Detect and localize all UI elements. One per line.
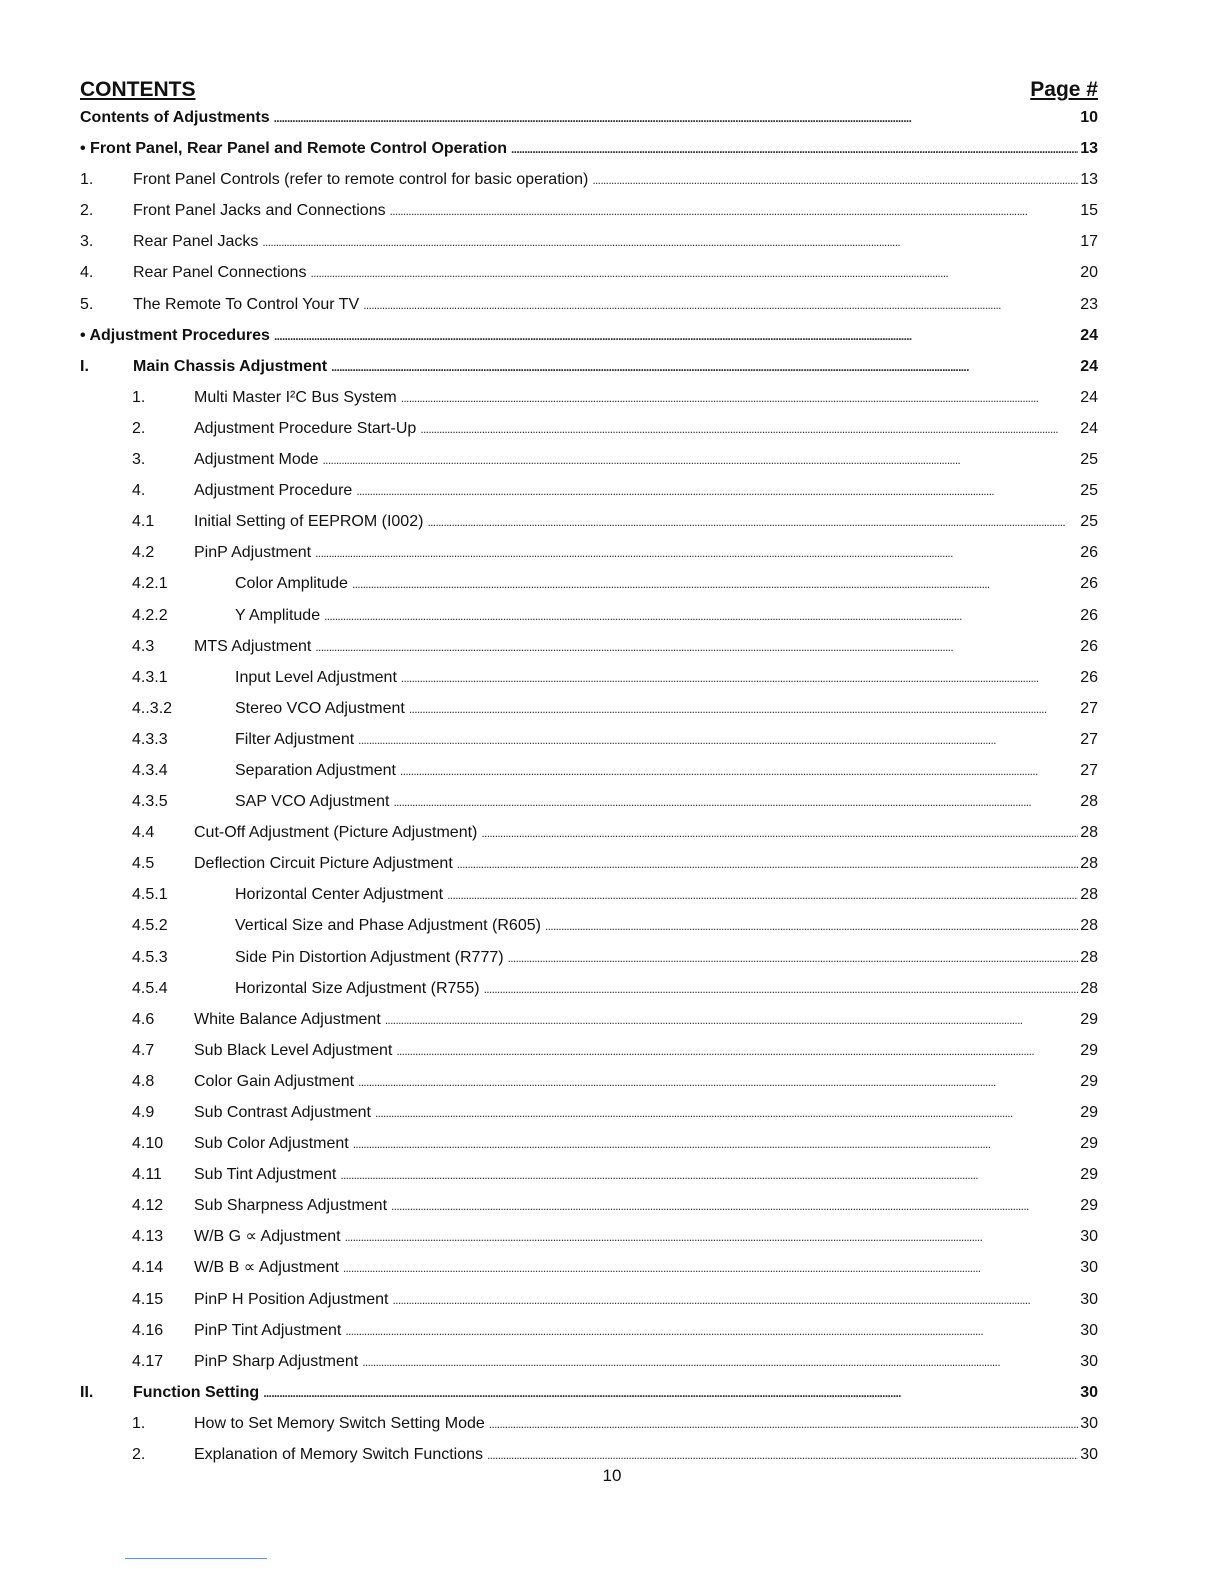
toc-entry-page: 29 [1080, 1072, 1098, 1090]
toc-entry-title: White Balance Adjustment [194, 1010, 381, 1028]
toc-entry [80, 693, 1098, 724]
toc-entry [80, 537, 1098, 568]
toc-entry-page: 15 [1080, 202, 1098, 220]
toc-entry-page: 25 [1080, 513, 1098, 531]
toc-entry-title: PinP H Position Adjustment [194, 1290, 389, 1308]
dot-leader [331, 351, 1078, 382]
toc-entry [80, 289, 1098, 320]
toc-entry-number: I. [80, 357, 89, 375]
toc-entry-title: Horizontal Size Adjustment (R755) [235, 979, 480, 997]
toc-entry-title: Multi Master I²C Bus System [194, 388, 397, 406]
toc-entry [80, 1190, 1098, 1221]
toc-entry-page: 27 [1080, 730, 1098, 748]
toc-entry [80, 786, 1098, 817]
contents-title: CONTENTS [80, 78, 196, 101]
toc-entry-number: 5. [80, 295, 94, 313]
toc-entry-title: Explanation of Memory Switch Functions [194, 1446, 484, 1464]
dot-leader [545, 910, 1078, 941]
toc-entry-number: 1. [132, 1414, 146, 1432]
toc-entry [80, 351, 1098, 382]
dot-leader [511, 133, 1078, 164]
toc-entry-number: 4.2.2 [132, 606, 168, 624]
dot-leader [274, 102, 1078, 133]
toc-entry-title: Rear Panel Jacks [133, 233, 259, 251]
toc-entry-title: Side Pin Distortion Adjustment (R777) [235, 948, 504, 966]
toc-entry [80, 568, 1098, 599]
toc-entry [80, 1066, 1098, 1097]
toc-entry-title: Sub Tint Adjustment [194, 1166, 337, 1184]
toc-entry [80, 413, 1098, 444]
toc-entry-title: Adjustment Procedure Start-Up [194, 419, 417, 437]
toc-entry-number: 4. [132, 482, 146, 500]
toc-entry-title: Initial Setting of EEPROM (I002) [194, 513, 424, 531]
dot-leader [592, 164, 1078, 195]
toc-entry [80, 817, 1098, 848]
dot-leader [489, 1408, 1078, 1439]
toc-entry-page: 23 [1080, 295, 1098, 313]
toc-entry [80, 1284, 1098, 1315]
toc-entry-page: 24 [1080, 419, 1098, 437]
toc-entry [80, 257, 1098, 288]
toc-entry-number: 4.2.1 [132, 575, 168, 593]
toc-entry-number: 4.17 [132, 1352, 164, 1370]
dot-leader [391, 1190, 1078, 1221]
contents-header [80, 72, 1098, 102]
dot-leader [345, 1315, 1078, 1346]
toc-entry [80, 1097, 1098, 1128]
toc-entry-page: 26 [1080, 668, 1098, 686]
dot-leader [385, 1004, 1078, 1035]
toc-entry-number: 1. [132, 388, 146, 406]
toc-entry [80, 164, 1098, 195]
toc-entry-title: Function Setting [133, 1383, 260, 1401]
dot-leader [274, 320, 1078, 351]
toc-entry [80, 600, 1098, 631]
dot-leader [427, 506, 1078, 537]
dot-leader [315, 537, 1078, 568]
toc-entry [80, 848, 1098, 879]
toc-entry [80, 910, 1098, 941]
toc-entry-title: PinP Adjustment [194, 544, 312, 562]
dot-leader [323, 444, 1078, 475]
toc-entry-number: 4.16 [132, 1321, 164, 1339]
dot-leader [343, 1252, 1078, 1283]
toc-entry-number: 4.5.1 [132, 886, 168, 904]
toc-entry-title: • Front Panel, Rear Panel and Remote Control Operation [80, 140, 507, 158]
toc-entry-number: 4.3.1 [132, 668, 168, 686]
toc-entry [80, 195, 1098, 226]
toc-entry [80, 226, 1098, 257]
toc-entry-title: Vertical Size and Phase Adjustment (R605) [235, 917, 541, 935]
dot-leader [508, 942, 1078, 973]
toc-entry-number: 4.3 [132, 637, 155, 655]
dot-leader [420, 413, 1078, 444]
toc-entry-number: 4.3.4 [132, 761, 168, 779]
toc-entry-number: 4.10 [132, 1135, 164, 1153]
toc-entry [80, 662, 1098, 693]
toc-entry-title: Filter Adjustment [235, 730, 355, 748]
dot-leader [263, 1377, 1078, 1408]
dot-leader [363, 289, 1078, 320]
toc-entry-title: Deflection Circuit Picture Adjustment [194, 855, 453, 873]
dot-leader [345, 1221, 1078, 1252]
dot-leader [262, 226, 1078, 257]
toc-entry-page: 29 [1080, 1041, 1098, 1059]
toc-entry [80, 320, 1098, 351]
toc-entry-number: 4.6 [132, 1010, 155, 1028]
toc-entry-number: 4.8 [132, 1072, 155, 1090]
toc-entry-page: 24 [1080, 388, 1098, 406]
toc-entry [80, 1159, 1098, 1190]
toc-entry-title: • Adjustment Procedures [80, 326, 270, 344]
toc-entry-number: 1. [80, 171, 94, 189]
toc-entry-title: Contents of Adjustments [80, 109, 270, 126]
toc-entry-number: 4. [80, 264, 94, 282]
toc-entry-page: 20 [1080, 264, 1098, 282]
toc-entry [80, 1377, 1098, 1408]
toc-entry-number: 4.7 [132, 1041, 155, 1059]
toc-entry-number: 4.5.2 [132, 917, 168, 935]
toc-entry-page: 27 [1080, 699, 1098, 717]
toc-entry-title: Y Amplitude [235, 606, 321, 624]
toc-entry-page: 29 [1080, 1166, 1098, 1184]
toc-entry-page: 29 [1080, 1104, 1098, 1121]
toc-entry-title: Sub Black Level Adjustment [194, 1041, 393, 1059]
toc-entry-number: 4.11 [132, 1166, 162, 1184]
toc-entry [80, 879, 1098, 910]
toc-entry-title: Color Amplitude [235, 575, 348, 593]
toc-entry [80, 1252, 1098, 1283]
toc-entry-page: 28 [1080, 824, 1098, 842]
table-of-contents [80, 102, 1098, 1470]
page-number-label: Page # [1030, 78, 1098, 101]
toc-entry-number: 4.3.3 [132, 730, 168, 748]
toc-entry-number: 4.4 [132, 824, 155, 842]
toc-entry-page: 26 [1080, 606, 1098, 624]
dot-leader [375, 1097, 1078, 1128]
toc-entry-page: 29 [1080, 1197, 1098, 1215]
toc-entry-title: Cut-Off Adjustment (Picture Adjustment) [194, 824, 478, 842]
toc-entry-page: 13 [1080, 140, 1098, 158]
toc-entry-page: 26 [1080, 544, 1098, 562]
toc-entry-page: 28 [1080, 886, 1098, 904]
toc-entry-title: Separation Adjustment [235, 761, 396, 779]
toc-entry [80, 631, 1098, 662]
toc-entry [80, 1346, 1098, 1377]
toc-entry [80, 1315, 1098, 1346]
toc-entry-title: Adjustment Mode [194, 451, 319, 469]
document-page [80, 72, 1098, 1470]
toc-entry [80, 942, 1098, 973]
dot-leader [353, 1128, 1078, 1159]
toc-entry-page: 28 [1080, 793, 1098, 811]
toc-entry-title: W/B G ∝ Adjustment [194, 1228, 341, 1246]
dot-leader [447, 879, 1078, 910]
toc-entry-number: 4..3.2 [132, 699, 173, 717]
dot-leader [390, 195, 1078, 226]
toc-entry-title: Horizontal Center Adjustment [235, 886, 444, 904]
toc-entry-title: Color Gain Adjustment [194, 1072, 355, 1090]
toc-entry-page: 30 [1080, 1383, 1098, 1401]
toc-entry-title: Input Level Adjustment [235, 668, 397, 686]
toc-entry-number: 4.9 [132, 1104, 155, 1121]
toc-entry-title: SAP VCO Adjustment [235, 793, 390, 811]
toc-entry-title: Sub Sharpness Adjustment [194, 1197, 388, 1215]
toc-entry [80, 755, 1098, 786]
toc-entry-page: 28 [1080, 979, 1098, 997]
toc-entry-number: 4.5.4 [132, 979, 168, 997]
dot-leader [358, 724, 1078, 755]
toc-entry-number: 2. [132, 419, 146, 437]
toc-entry-title: PinP Tint Adjustment [194, 1321, 342, 1339]
toc-entry-title: MTS Adjustment [194, 637, 312, 655]
dot-leader [409, 693, 1078, 724]
toc-entry-title: Front Panel Jacks and Connections [133, 202, 386, 220]
toc-entry-title: Front Panel Controls (refer to remote control for basic operation) [133, 171, 589, 189]
toc-entry-number: 2. [80, 202, 94, 220]
toc-entry [80, 1035, 1098, 1066]
footer-rule [125, 1558, 267, 1559]
toc-entry-page: 25 [1080, 451, 1098, 469]
toc-entry-page: 10 [1080, 109, 1098, 126]
toc-entry-number: 4.2 [132, 544, 155, 562]
toc-entry-page: 29 [1080, 1135, 1098, 1153]
toc-entry-title: Rear Panel Connections [133, 264, 307, 282]
toc-entry-number: 4.14 [132, 1259, 164, 1277]
toc-entry-title: How to Set Memory Switch Setting Mode [194, 1414, 485, 1432]
toc-entry-page: 28 [1080, 948, 1098, 966]
dot-leader [396, 1035, 1078, 1066]
toc-entry-number: 4.3.5 [132, 793, 168, 811]
toc-entry-page: 30 [1080, 1228, 1098, 1246]
toc-entry [80, 133, 1098, 164]
toc-entry [80, 973, 1098, 1004]
dot-leader [457, 848, 1078, 879]
toc-entry [80, 382, 1098, 413]
toc-entry-page: 13 [1080, 171, 1098, 189]
toc-entry [80, 1221, 1098, 1252]
toc-entry-title: Adjustment Procedure [194, 482, 353, 500]
dot-leader [401, 662, 1078, 693]
toc-entry [80, 724, 1098, 755]
toc-entry-page: 17 [1080, 233, 1098, 251]
toc-entry-page: 30 [1080, 1321, 1098, 1339]
toc-entry-page: 28 [1080, 855, 1098, 873]
toc-entry-number: 4.13 [132, 1228, 164, 1246]
toc-entry-number: 4.15 [132, 1290, 164, 1308]
dot-leader [310, 257, 1078, 288]
toc-entry-number: 3. [80, 233, 94, 251]
toc-entry [80, 444, 1098, 475]
toc-entry-page: 26 [1080, 637, 1098, 655]
toc-entry-title: PinP Sharp Adjustment [194, 1352, 359, 1370]
toc-entry [80, 1408, 1098, 1439]
toc-entry-page: 30 [1080, 1352, 1098, 1370]
dot-leader [393, 786, 1078, 817]
toc-entry-page: 29 [1080, 1010, 1098, 1028]
toc-entry-title: The Remote To Control Your TV [133, 295, 360, 313]
page-footer-number: 10 [602, 1466, 622, 1485]
toc-entry [80, 506, 1098, 537]
dot-leader [401, 382, 1078, 413]
toc-entry-page: 30 [1080, 1290, 1098, 1308]
dot-leader [400, 755, 1078, 786]
toc-entry-number: 2. [132, 1446, 146, 1464]
toc-entry [80, 102, 1098, 133]
toc-entry-page: 30 [1080, 1259, 1098, 1277]
dot-leader [481, 817, 1078, 848]
dot-leader [340, 1159, 1078, 1190]
toc-entry-page: 24 [1080, 357, 1098, 375]
toc-entry-title: Sub Contrast Adjustment [194, 1104, 371, 1121]
toc-entry-number: 3. [132, 451, 146, 469]
toc-entry-number: 4.5.3 [132, 948, 168, 966]
toc-entry-number: II. [80, 1383, 94, 1401]
toc-entry-page: 24 [1080, 326, 1098, 344]
toc-entry [80, 475, 1098, 506]
toc-entry-number: 4.1 [132, 513, 155, 531]
toc-entry-page: 28 [1080, 917, 1098, 935]
toc-entry-page: 30 [1080, 1414, 1098, 1432]
toc-entry [80, 1004, 1098, 1035]
toc-entry-page: 25 [1080, 482, 1098, 500]
toc-entry-page: 26 [1080, 575, 1098, 593]
toc-entry-number: 4.5 [132, 855, 155, 873]
dot-leader [324, 600, 1078, 631]
toc-entry-title: Stereo VCO Adjustment [235, 699, 405, 717]
dot-leader [352, 568, 1078, 599]
toc-entry-title: Main Chassis Adjustment [133, 357, 328, 375]
toc-entry-title: Sub Color Adjustment [194, 1135, 349, 1153]
dot-leader [358, 1066, 1078, 1097]
dot-leader [392, 1284, 1078, 1315]
toc-entry-title: W/B B ∝ Adjustment [194, 1259, 339, 1277]
toc-entry-page: 27 [1080, 761, 1098, 779]
dot-leader [356, 475, 1078, 506]
dot-leader [362, 1346, 1078, 1377]
dot-leader [484, 973, 1078, 1004]
toc-entry [80, 1128, 1098, 1159]
toc-entry-number: 4.12 [132, 1197, 164, 1215]
dot-leader [315, 631, 1078, 662]
toc-entry-page: 30 [1080, 1446, 1098, 1464]
